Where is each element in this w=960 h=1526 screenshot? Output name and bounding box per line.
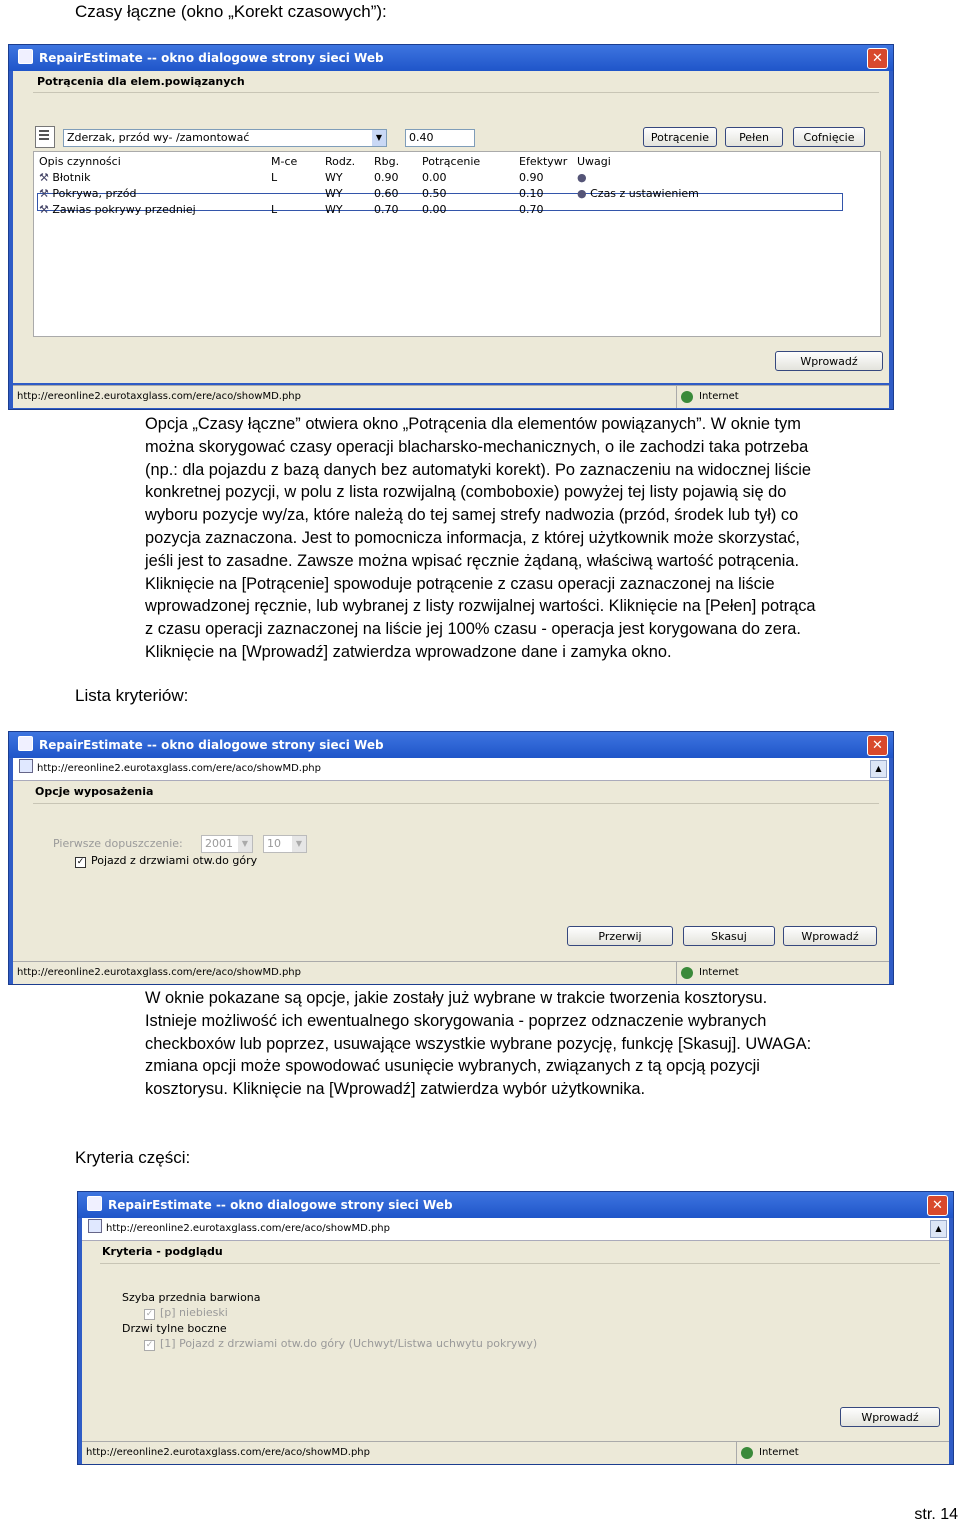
section-heading-criteria-list: Lista kryteriów: xyxy=(75,686,189,705)
year-select[interactable]: 2001 ▼ xyxy=(201,835,253,853)
wprowadz-button[interactable]: Wprowadź xyxy=(783,926,877,946)
doors-up-checkbox-row[interactable] xyxy=(75,854,257,868)
chevron-down-icon[interactable]: ▼ xyxy=(292,836,306,852)
page-icon xyxy=(88,1219,102,1233)
dialog-window-equipment-options xyxy=(8,731,894,985)
col-mce: M-ce xyxy=(271,154,298,168)
page-number: str. 14 xyxy=(914,1506,958,1523)
col-rodz: Rodz. xyxy=(325,154,356,168)
group-title: Kryteria - podglądu xyxy=(102,1245,223,1258)
col-opis: Opis czynności xyxy=(39,154,121,168)
criteria-section-label: Szyba przednia barwiona xyxy=(122,1291,261,1304)
related-items-combobox[interactable] xyxy=(63,129,387,147)
app-icon xyxy=(18,49,33,64)
table-row[interactable]: ⚒ Zawias pokrywy przedniej L WY 0.70 0.00 0.70 xyxy=(39,202,544,216)
group-title: Opcje wyposażenia xyxy=(35,785,154,798)
przerwij-button[interactable]: Przerwij xyxy=(567,926,673,946)
criteria-section-label: Drzwi tylne boczne xyxy=(122,1322,227,1335)
deduction-input[interactable] xyxy=(405,129,475,147)
page-icon xyxy=(19,759,33,773)
section-heading-times: Czasy łączne (okno „Korekt czasowych”): xyxy=(75,2,387,21)
security-zone: Internet xyxy=(676,962,879,984)
criteria-checkbox: ✓ xyxy=(145,1309,154,1319)
window-title: RepairEstimate -- okno dialogowe strony sieci Web xyxy=(39,51,384,65)
app-icon xyxy=(87,1196,102,1211)
dialog-content xyxy=(82,1241,949,1441)
operations-table xyxy=(37,153,729,217)
address-url: http://ereonline2.eurotaxglass.com/ere/aco/showMD.php xyxy=(106,1223,390,1234)
section-heading-part-criteria: Kryteria części: xyxy=(75,1148,191,1167)
wrench-icon: ⚒ xyxy=(39,170,49,184)
wprowadz-button[interactable]: Wprowadź xyxy=(840,1407,940,1427)
close-icon[interactable]: ✕ xyxy=(927,1195,948,1216)
col-uwagi: Uwagi xyxy=(577,154,611,168)
chevron-down-icon[interactable]: ▼ xyxy=(372,130,386,146)
address-bar xyxy=(13,758,889,781)
criteria-checkbox: ✓ xyxy=(145,1340,154,1350)
dialog-content xyxy=(13,71,889,383)
scroll-up-icon[interactable]: ▲ xyxy=(870,760,887,778)
wprowadz-button[interactable]: Wprowadź xyxy=(775,351,883,371)
group-divider xyxy=(33,92,879,93)
window-titlebar xyxy=(78,1192,953,1218)
group-divider xyxy=(100,1263,940,1264)
col-efekt: Efektywr xyxy=(519,154,568,168)
table-row[interactable]: ⚒ Błotnik L WY 0.90 0.00 0.90 ● xyxy=(39,170,587,184)
col-rbg: Rbg. xyxy=(374,154,400,168)
app-icon xyxy=(18,736,33,751)
description-paragraph-2: W oknie pokazane są opcje, jakie zostały już wybrane w trakcie tworzenia kosztorysu. Istnieje możliwość ich ewentualnego skorygowania - poprzez odznaczenie wybranych checkboxów lub poprzez, usuwające wszystkie wybrane pozycję, funkcję [Skasuj]. UWAGA: zmiana opcji może spowodować usunięcie wybranych, związanych z tą opcją pozycji kosztorysu. Kliknięcie na [Wprowadź] zatwierdza wybór użytkownika. xyxy=(145,989,812,1099)
status-url: http://ereonline2.eurotaxglass.com/ere/aco/showMD.php xyxy=(17,391,301,402)
doors-up-checkbox[interactable]: ✓ xyxy=(76,857,85,867)
table-row[interactable]: ⚒ Pokrywa, przód WY 0.60 0.50 0.10 ● Czas z ustawieniem xyxy=(39,186,699,200)
close-icon[interactable]: ✕ xyxy=(867,48,888,69)
description-paragraph-1: Opcja „Czasy łączne” otwiera okno „Potrącenia dla elementów powiązanych”. W oknie tym można skorygować czasy operacji blacharsko-mechanicznych, o ile zachodzi taka potrzeba (np.: dla pojazdu z bazą danych bez automatyki korekt). Po zaznaczeniu na widocznej liście konkretnej pozycji, w polu z lista rozwijalną (comboboxie) powyżej tej listy pojawią się do wyboru pozycje wy/za, które należą do tej samej strefy nadwozia (przód, środek lub tył) co pozycja zaznaczona. Jest to pomocnicza informacja, z której użytkownik może skorzystać, jeśli jest to zasadne. Zawsze można wpisać ręcznie żądaną, właściwą wartość potrącenia. Kliknięcie na [Potrącenie] spowoduje potrącenie z czasu operacji zaznaczonej na liście wprowadzonej ręcznie, lub wybranej z listy rozwijalnej wartości. Kliknięcie na [Pełen] potrąca z czasu operacji zaznaczonej na liście jej 100% czasu - operacja jest korygowana do zera. Kliknięcie na [Wprowadź] zatwierdza wprowadzone dane i zamyka okno. xyxy=(145,415,816,661)
potracenie-button[interactable]: Potrącenie xyxy=(643,127,717,147)
chevron-down-icon[interactable]: ▼ xyxy=(238,836,252,852)
globe-icon xyxy=(741,1447,753,1459)
deduction-input-value: 0.40 xyxy=(409,131,434,144)
wrench-icon: ⚒ xyxy=(39,202,49,216)
group-divider xyxy=(33,803,879,804)
status-bar xyxy=(13,385,889,408)
dialog-content xyxy=(13,781,889,961)
col-potracenie: Potrącenie xyxy=(422,154,481,168)
checkbox-label: Pojazd z drzwiami otw.do góry xyxy=(91,854,258,867)
status-url: http://ereonline2.eurotaxglass.com/ere/aco/showMD.php xyxy=(86,1447,370,1458)
globe-icon xyxy=(681,967,693,979)
info-icon: ● xyxy=(577,170,587,184)
wrench-icon: ⚒ xyxy=(39,186,49,200)
window-title: RepairEstimate -- okno dialogowe strony sieci Web xyxy=(108,1198,453,1212)
status-bar xyxy=(13,961,889,984)
dialog-window-criteria-preview xyxy=(77,1191,954,1465)
close-icon[interactable]: ✕ xyxy=(867,735,888,756)
table-header xyxy=(37,153,729,169)
info-icon: ● xyxy=(577,186,587,200)
criteria-item: ✓ [p] niebieski xyxy=(145,1306,228,1319)
pelen-button[interactable]: Pełen xyxy=(725,127,783,147)
address-bar xyxy=(82,1218,949,1241)
group-title: Potrącenia dla elem.powiązanych xyxy=(37,75,245,88)
combobox-value: Zderzak, przód wy- /zamontować xyxy=(67,131,250,144)
first-registration-label: Pierwsze dopuszczenie: xyxy=(53,837,183,850)
cofniecie-button[interactable]: Cofnięcie xyxy=(793,127,865,147)
scroll-up-icon[interactable]: ▲ xyxy=(930,1220,947,1238)
address-url: http://ereonline2.eurotaxglass.com/ere/aco/showMD.php xyxy=(37,763,321,774)
dialog-window-time-corrections xyxy=(8,44,894,410)
window-title: RepairEstimate -- okno dialogowe strony sieci Web xyxy=(39,738,384,752)
status-bar xyxy=(82,1441,949,1464)
criteria-item: ✓ [1] Pojazd z drzwiami otw.do góry (Uchwyt/Listwa uchwytu pokrywy) xyxy=(145,1337,538,1350)
skasuj-button[interactable]: Skasuj xyxy=(683,926,775,946)
security-zone: Internet xyxy=(736,1442,939,1464)
month-select[interactable]: 10 ▼ xyxy=(263,835,307,853)
calculator-icon[interactable] xyxy=(35,126,55,148)
globe-icon xyxy=(681,391,693,403)
window-titlebar xyxy=(9,732,893,758)
window-titlebar xyxy=(9,45,893,71)
security-zone: Internet xyxy=(676,386,879,408)
status-url: http://ereonline2.eurotaxglass.com/ere/aco/showMD.php xyxy=(17,967,301,978)
